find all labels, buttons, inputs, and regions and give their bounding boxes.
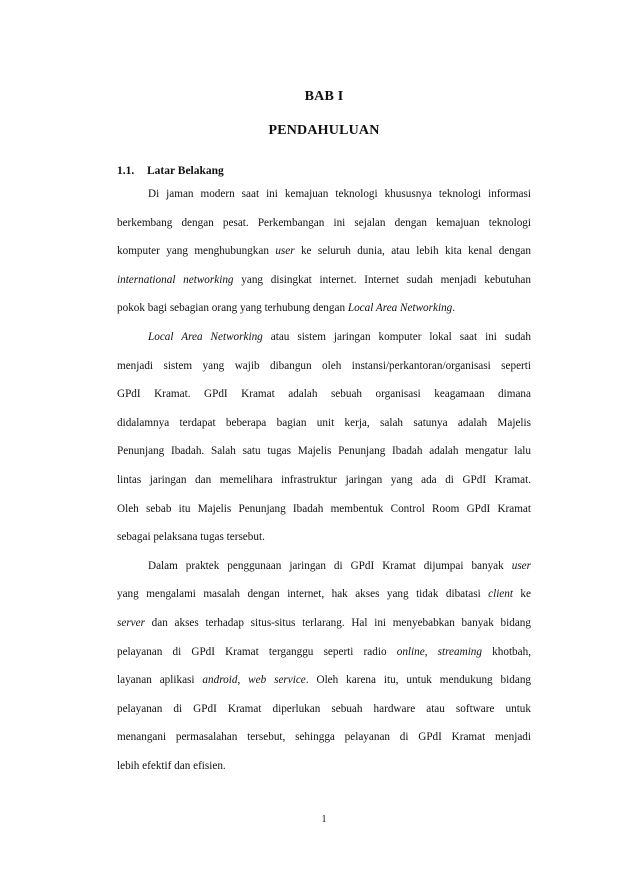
text-line — [117, 237, 531, 266]
text-run: menangani permasalahan tersebut, sehingga pelayanan di GPdI Kramat menjadi — [117, 731, 531, 744]
italic-text: user — [511, 559, 531, 572]
text-line — [117, 380, 531, 409]
italic-text: user — [275, 245, 295, 258]
italic-text: streaming — [437, 645, 482, 658]
chapter-number: BAB I — [304, 89, 344, 104]
page-number: 1 — [321, 814, 327, 825]
text-run: , — [237, 674, 249, 687]
text-line — [117, 437, 531, 466]
text-run: ke seluruh dunia, atau lebih kita kenal dengan — [294, 245, 531, 258]
text-run: yang mengalami masalah dengan internet, hak akses yang tidak dibatasi — [117, 588, 489, 601]
text-line — [117, 495, 531, 524]
body-text — [117, 180, 531, 780]
text-run: khotbah, — [482, 645, 532, 658]
italic-text: Local Area Networking — [148, 330, 263, 343]
italic-text: client — [488, 588, 513, 601]
text-line — [117, 466, 531, 495]
text-line — [117, 552, 531, 581]
italic-text: international networking — [117, 273, 234, 286]
text-run: . Oleh karena itu, untuk mendukung bidang — [305, 674, 532, 687]
paragraph — [117, 323, 531, 552]
text-run: sebagai pelaksana tugas tersebut. — [117, 531, 265, 544]
text-line — [117, 609, 531, 638]
section-title: Latar Belakang — [147, 165, 224, 177]
text-run: Penunjang Ibadah. Salah satu tugas Majelis Penunjang Ibadah adalah mengatur lalu — [117, 445, 531, 458]
text-run: GPdI Kramat. GPdI Kramat adalah sebuah organisasi keagamaan dimana — [117, 388, 531, 401]
paragraph — [117, 552, 531, 781]
text-line — [117, 638, 531, 667]
text-line — [117, 580, 531, 609]
text-line — [117, 352, 531, 381]
text-run: dan akses terhadap situs-situs terlarang. Hal ini menyebabkan banyak bidang — [144, 616, 531, 629]
section-number: 1.1. — [117, 165, 135, 177]
text-line — [117, 695, 531, 724]
italic-text: online — [396, 645, 425, 658]
text-run: atau sistem jaringan komputer lokal saat ini sudah — [262, 330, 531, 343]
text-run: komputer yang menghubungkan — [117, 245, 276, 258]
text-line — [117, 209, 531, 238]
text-line — [117, 723, 531, 752]
text-line — [117, 294, 531, 323]
italic-text: Local Area Networking — [347, 302, 453, 315]
text-run: menjadi sistem yang wajib dibangun oleh instansi/perkantoran/organisasi seperti — [117, 359, 531, 372]
text-run: . — [452, 302, 456, 315]
italic-text: server — [117, 616, 145, 629]
text-run: pelayanan di GPdI Kramat diperlukan sebuah hardware atau software untuk — [117, 702, 531, 715]
text-run: ke — [512, 588, 531, 601]
text-run: Dalam praktek penggunaan jaringan di GPdI Kramat dijumpai banyak — [148, 559, 512, 572]
italic-text: web service — [248, 674, 306, 687]
text-line — [117, 323, 531, 352]
text-line — [117, 180, 531, 209]
text-line — [117, 523, 531, 552]
text-line — [117, 752, 531, 781]
paragraph — [117, 180, 531, 323]
text-line — [117, 266, 531, 295]
text-line — [117, 666, 531, 695]
section-heading — [117, 165, 224, 177]
text-run: lebih efektif dan efisien. — [117, 759, 226, 772]
text-run: lintas jaringan dan memelihara infrastruktur jaringan yang ada di GPdI Kramat. — [117, 473, 531, 486]
text-run: pelayanan di GPdI Kramat terganggu seperti radio — [117, 645, 397, 658]
text-run: Di jaman modern saat ini kemajuan teknologi khususnya teknologi informasi — [148, 188, 531, 200]
text-run: yang disingkat internet. Internet sudah menjadi kebutuhan — [233, 273, 531, 286]
text-run: pokok bagi sebagian orang yang terhubung dengan — [117, 302, 348, 315]
text-run: , — [424, 645, 438, 658]
text-line — [117, 409, 531, 438]
text-run: layanan aplikasi — [117, 674, 203, 687]
text-run: didalamnya terdapat beberapa bagian unit kerja, salah satunya adalah Majelis — [117, 416, 531, 429]
chapter-title: PENDAHULUAN — [268, 123, 380, 138]
text-run: Oleh sebab itu Majelis Penunjang Ibadah membentuk Control Room GPdI Kramat — [117, 502, 531, 515]
text-run: berkembang dengan pesat. Perkembangan ini sejalan dengan kemajuan teknologi — [117, 216, 531, 229]
italic-text: android — [202, 674, 238, 687]
